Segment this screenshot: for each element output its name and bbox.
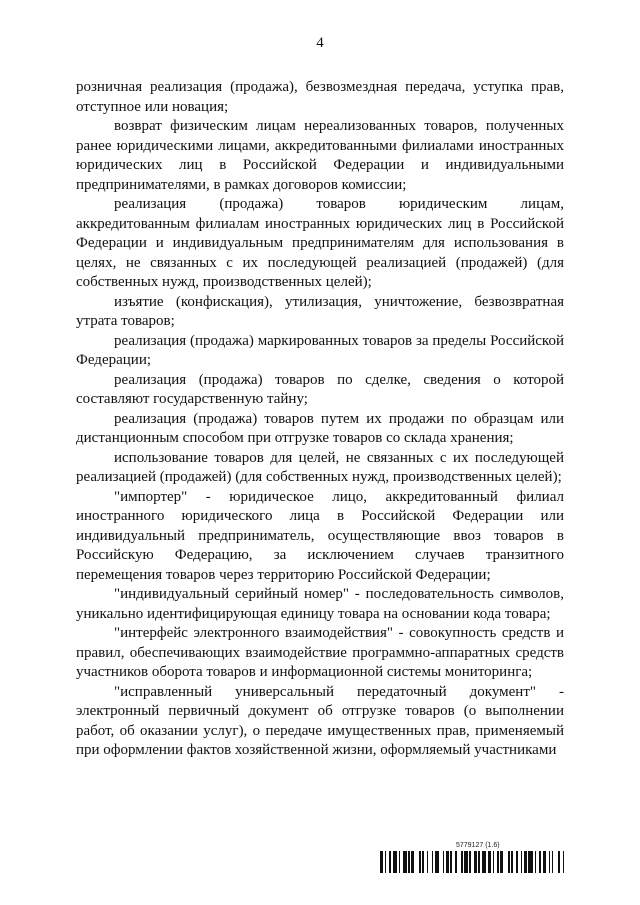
- paragraph-2: возврат физическим лицам нереализованных товаров, полученных ранее юридическими лицами, аккредитованными филиалами иностранных юридических лиц в Российской Федерации и индивидуальными предпринимателями, в рамках договоров комиссии;: [76, 118, 564, 193]
- stamp-code: 5779127 (1.6): [456, 842, 500, 849]
- document-body: [76, 78, 564, 761]
- paragraph-importer-definition: "импортер" - юридическое лицо, аккредитованный филиал иностранного юридического лица в Российской Федерации или индивидуальный предприниматель, осуществляющие ввоз товаров в Российскую Федерацию, за исключением случаев транзитного перемещения товаров через территорию Российской Федерации;: [76, 488, 564, 583]
- paragraph-3: реализация (продажа) товаров юридическим лицам, аккредитованным филиалам иностранных юридических лиц в Российской Федерации и индивидуальным предпринимателям для использования в целях, не связанных с их последующей реализацией (продажей) (для собственных нужд, производственных целей);: [76, 196, 564, 290]
- page-number: 4: [316, 35, 324, 51]
- paragraph-6: реализация (продажа) товаров по сделке, сведения о которой составляют государственную тайну;: [76, 371, 564, 407]
- paragraph-4: изъятие (конфискация), утилизация, уничтожение, безвозвратная утрата товаров;: [76, 293, 564, 329]
- paragraph-7: реализация (продажа) товаров путем их продажи по образцам или дистанционным способом при отгрузке товаров со склада хранения;: [76, 410, 564, 446]
- paragraph-1: розничная реализация (продажа), безвозмездная передача, уступка прав, отступное или новация;: [76, 79, 564, 115]
- paragraph-interface-definition: "интерфейс электронного взаимодействия" - совокупность средств и правил, обеспечивающих взаимодействие программно-аппаратных средств участников оборота товаров и информационной системы мониторинга;: [76, 625, 564, 680]
- paragraph-corrected-document-definition: "исправленный универсальный передаточный документ" - электронный первичный документ об отгрузке товаров (о выполнении работ, об оказании услуг), о передаче имущественных прав, применяемый при оформлении фактов хозяйственной жизни, оформляемый участниками: [76, 683, 564, 758]
- paragraph-8: использование товаров для целей, не связанных с их последующей реализацией (продажей) (для собственных нужд, производственных целей);: [76, 449, 564, 485]
- barcode-bar: [564, 851, 566, 873]
- barcode: [380, 851, 566, 873]
- paragraph-5: реализация (продажа) маркированных товаров за пределы Российской Федерации;: [76, 332, 564, 368]
- paragraph-serial-number-definition: "индивидуальный серийный номер" - последовательность символов, уникально идентифицирующая единицу товара на основании кода товара;: [76, 586, 564, 622]
- document-stamp: [380, 842, 566, 882]
